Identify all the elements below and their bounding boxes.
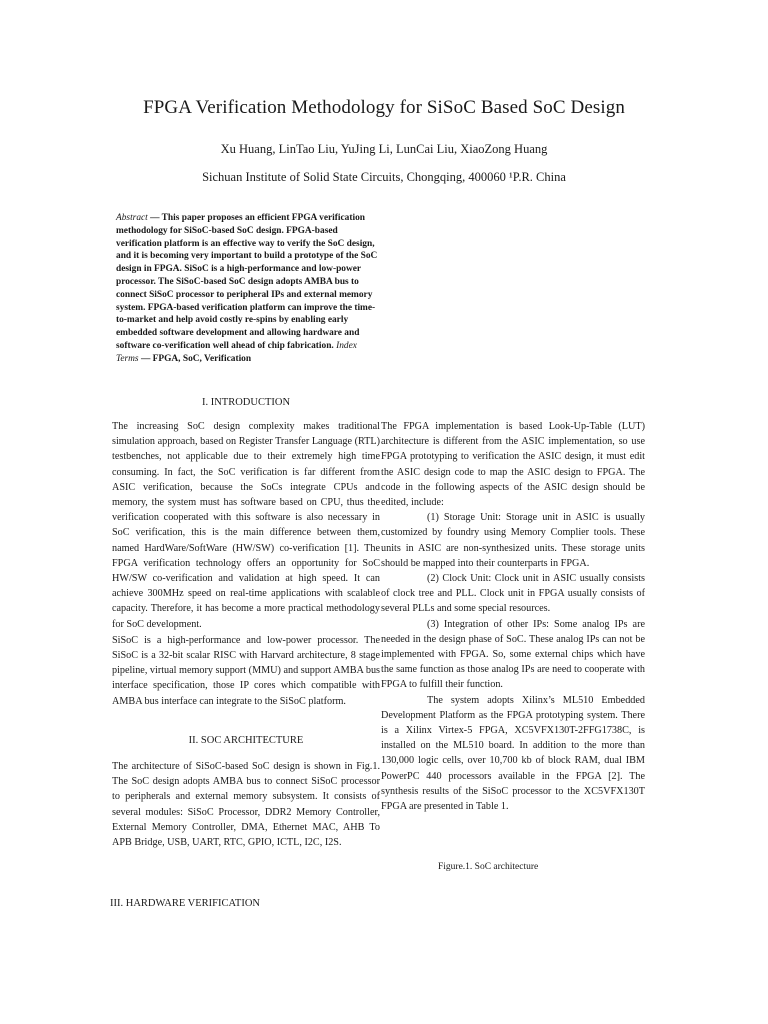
- section-heading-soc-architecture: II. SOC ARCHITECTURE: [188, 735, 304, 746]
- index-terms: — FPGA, SoC, Verification: [140, 353, 252, 364]
- paragraph: (1) Storage Unit: Storage unit in ASIC is usually customized by foundry using Memory Complier tools. These units in ASIC are non-synthesized units. These storage units should be mapped into their counterparts in FPGA.: [381, 512, 645, 569]
- abstract-block: [116, 212, 380, 366]
- paragraph: (3) Integration of other IPs: Some analog IPs are needed in the design phase of SoC. These analog IPs can not be implemented with FPGA. So, some external chips which have the same function as those analog IPs are need to cooperate with FPGA to fulfill their function.: [381, 618, 645, 691]
- paragraph: The increasing SoC design complexity makes traditional simulation approach, based on Register Transfer Language (RTL) testbenches, not applicable due to their extremely high time consuming. In fact, the SoC verification is far different from ASIC verification, because the SoCs integrate CPUs and memory, the system must has software based on CPU, thus the verification cooperated with this software is also necessary in SoC verification, this is the main difference between them, named HardWare/SoftWare (HW/SW) co-verification [1]. The FPGA verification technology offers an opportunity for SoC HW/SW co-verification and validation at high speed. It can achieve 300MHz speed on real-time applications with scalable capacity. Therefore, it has become a more practical methodology for SoC development.: [112, 421, 380, 630]
- section-heading-introduction: I. INTRODUCTION: [201, 397, 291, 408]
- figure-caption: Figure.1. SoC architecture: [438, 862, 539, 872]
- left-column-architecture: [112, 759, 380, 850]
- affiliation: Sichuan Institute of Solid State Circuits, Chongqing, 400060 ¹P.R. China: [202, 170, 566, 184]
- section-heading-hardware-verification: III. HARDWARE VERIFICATION: [110, 898, 261, 909]
- paragraph: (2) Clock Unit: Clock unit in ASIC usually consists of clock tree and PLL. Clock unit in FPGA usually consists of several PLLs and some special resources.: [381, 573, 645, 615]
- index-terms-label: Index Terms: [116, 340, 357, 364]
- abstract-label: Abstract: [116, 213, 148, 223]
- paragraph: The system adopts Xilinx’s ML510 Embedded Development Platform as the FPGA prototyping system. There is a Xilinx Virtex-5 FPGA, XC5VFX130T-2FFG1738C, is installed on the ML510 board. In addition to the more than 130,000 logic cells, over 10,700 kb of block RAM, dual IBM PowerPC 440 processors available in the FPGA [2]. The synthesis results of the SiSoC processor to the XC5VFX130T FPGA are presented in Table 1.: [381, 694, 645, 813]
- paragraph: SiSoC is a high-performance and low-power processor. The SiSoC is a 32-bit scalar RISC with Harvard architecture, 8 stage pipeline, virtual memory support (MMU) and support AMBA bus interface specification, those IP cores which compatible with AMBA bus interface can integrate to the SiSoC platform.: [112, 634, 380, 707]
- paragraph: The architecture of SiSoC-based SoC design is shown in Fig.1. The SoC design adopts AMBA bus to connect SiSoC processor to peripherals and external memory subsystem. It consists of several modules: SiSoC Processor, DDR2 Memory Controller, External Memory Controller, DMA, Ethernet MAC, AHB To APB Bridge, USB, UART, RTC, GPIO, ICTL, I2C, I2S.: [112, 761, 380, 849]
- paper-title: FPGA Verification Methodology for SiSoC Based SoC Design: [143, 97, 625, 118]
- left-column-intro: [112, 419, 380, 709]
- author-list: Xu Huang, LinTao Liu, YuJing Li, LunCai Liu, XiaoZong Huang: [220, 142, 548, 156]
- abstract-text: — This paper proposes an efficient FPGA verification methodology for SiSoC-based SoC design. FPGA-based verification platform is an effective way to verify the SoC design, and it is becoming very important to build a prototype of the SoC design in FPGA. SiSoC is a high-performance and low-power processor. The SiSoC-based SoC design adopts AMBA bus to connect SiSoC processor to peripheral IPs and external memory system. FPGA-based verification platform can improve the time-to-market and help avoid costly re-spins by enabling early embedded software development and allowing hardware and software co-verification well ahead of chip fabrication.: [116, 213, 378, 351]
- paragraph: The FPGA implementation is based Look-Up-Table (LUT) architecture is different from the ASIC implementation, so use FPGA prototyping to verification the ASIC design, it must edit the ASIC design code to map the ASIC design to FPGA. The code in the following aspects of the ASIC design should be edited, include:: [381, 421, 645, 509]
- right-column: [381, 419, 645, 814]
